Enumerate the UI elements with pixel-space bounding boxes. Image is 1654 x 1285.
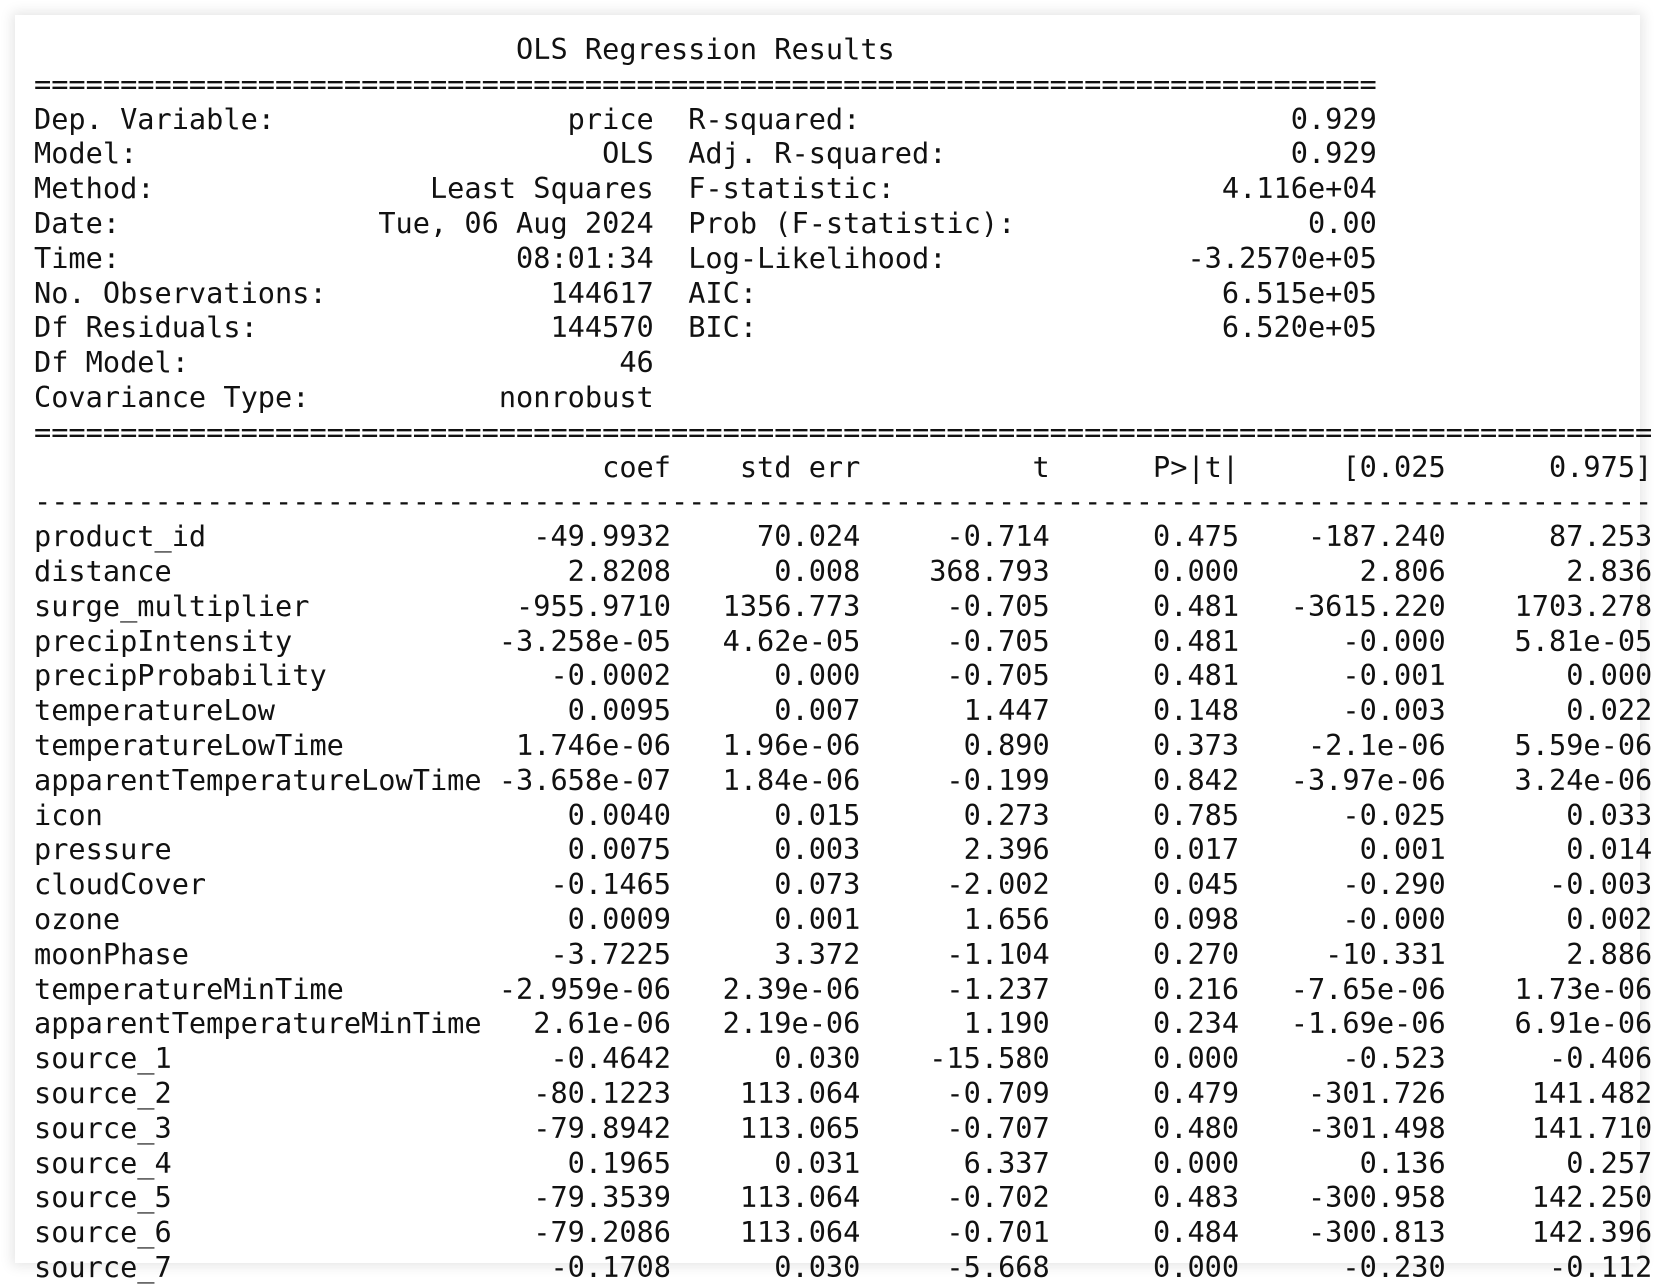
regression-report-page bbox=[15, 15, 1653, 1284]
table-cell: -0.003 bbox=[1445, 867, 1653, 902]
table-cell: -300.958 bbox=[1239, 1180, 1446, 1215]
summary-row bbox=[34, 206, 1652, 241]
table-cell: 0.136 bbox=[1239, 1145, 1446, 1180]
table-cell: -301.726 bbox=[1239, 1075, 1446, 1110]
table-cell: -1.69e-06 bbox=[1239, 1006, 1446, 1041]
table-cell: -80.1223 bbox=[498, 1075, 671, 1110]
table-cell: 1.656 bbox=[860, 901, 1050, 936]
variable-name: temperatureLow bbox=[34, 693, 499, 728]
table-cell: -79.8942 bbox=[498, 1110, 671, 1145]
table-row bbox=[34, 519, 1652, 554]
summary-right-value: 0.929 bbox=[1032, 136, 1377, 171]
table-cell: 0.481 bbox=[1049, 623, 1240, 658]
variable-name: moonPhase bbox=[34, 936, 499, 971]
table-cell: -5.668 bbox=[860, 1249, 1050, 1284]
variable-name: apparentTemperatureLowTime bbox=[34, 762, 499, 797]
table-cell: -2.959e-06 bbox=[498, 971, 671, 1006]
summary-right-label: F-statistic: bbox=[688, 171, 1033, 206]
table-cell: -15.580 bbox=[860, 1041, 1050, 1076]
table-cell: -0.003 bbox=[1239, 693, 1446, 728]
summary-left-label: Covariance Type: bbox=[34, 379, 379, 414]
table-cell: -0.523 bbox=[1239, 1041, 1446, 1076]
table-cell: -0.001 bbox=[1239, 658, 1446, 693]
table-row bbox=[34, 937, 1652, 972]
table-cell: 113.064 bbox=[670, 1075, 861, 1110]
table-cell: -0.406 bbox=[1445, 1041, 1653, 1076]
table-cell: 0.033 bbox=[1445, 797, 1653, 832]
table-cell: 2.61e-06 bbox=[498, 1006, 671, 1041]
table-cell: 3.24e-06 bbox=[1445, 762, 1653, 797]
table-cell: -49.9932 bbox=[498, 519, 671, 554]
table-cell: 1703.278 bbox=[1445, 588, 1653, 623]
summary-left-label: Dep. Variable: bbox=[34, 101, 379, 136]
table-cell: -300.813 bbox=[1239, 1215, 1446, 1250]
ols-regression-summary bbox=[34, 32, 1652, 1285]
table-cell: 141.482 bbox=[1445, 1075, 1653, 1110]
table-cell: -0.1708 bbox=[498, 1249, 671, 1284]
summary-left-label: Df Model: bbox=[34, 345, 379, 380]
table-row bbox=[34, 867, 1652, 902]
summary-right-label: Prob (F-statistic): bbox=[688, 205, 1033, 240]
table-cell: 0.001 bbox=[670, 901, 861, 936]
report-title-line bbox=[34, 32, 1652, 67]
table-cell: 6.337 bbox=[860, 1145, 1050, 1180]
table-cell: 0.373 bbox=[1049, 727, 1240, 762]
table-cell: -0.290 bbox=[1239, 867, 1446, 902]
table-cell: 0.216 bbox=[1049, 971, 1240, 1006]
table-row bbox=[34, 1076, 1652, 1111]
column-header: P>|t| bbox=[1049, 449, 1240, 484]
table-cell: -2.1e-06 bbox=[1239, 727, 1446, 762]
summary-right-value: 6.515e+05 bbox=[1032, 275, 1377, 310]
table-cell: 87.253 bbox=[1445, 519, 1653, 554]
table-cell: 6.91e-06 bbox=[1445, 1006, 1653, 1041]
variable-name: temperatureMinTime bbox=[34, 971, 499, 1006]
table-cell: -0.705 bbox=[860, 588, 1050, 623]
table-cell: 0.480 bbox=[1049, 1110, 1240, 1145]
column-header: [0.025 bbox=[1239, 449, 1446, 484]
table-cell: -0.000 bbox=[1239, 901, 1446, 936]
table-cell: 0.234 bbox=[1049, 1006, 1240, 1041]
summary-left-value: 144617 bbox=[378, 275, 654, 310]
summary-left-label: Model: bbox=[34, 136, 379, 171]
table-cell: -0.705 bbox=[860, 658, 1050, 693]
summary-left-value: Tue, 06 Aug 2024 bbox=[378, 205, 654, 240]
table-cell: -3.7225 bbox=[498, 936, 671, 971]
table-cell: 1.190 bbox=[860, 1006, 1050, 1041]
table-cell: 0.475 bbox=[1049, 519, 1240, 554]
table-cell: 142.396 bbox=[1445, 1215, 1653, 1250]
table-cell: 1.96e-06 bbox=[670, 727, 861, 762]
variable-name: source_5 bbox=[34, 1180, 499, 1215]
table-cell: -0.0002 bbox=[498, 658, 671, 693]
table-cell: 0.014 bbox=[1445, 832, 1653, 867]
table-cell: 4.62e-05 bbox=[670, 623, 861, 658]
table-row bbox=[34, 832, 1652, 867]
table-cell: 0.045 bbox=[1049, 867, 1240, 902]
table-row bbox=[34, 1041, 1652, 1076]
table-cell: 5.81e-05 bbox=[1445, 623, 1653, 658]
table-cell: 0.022 bbox=[1445, 693, 1653, 728]
table-row bbox=[34, 972, 1652, 1007]
table-cell: 0.000 bbox=[1049, 1145, 1240, 1180]
table-cell: 0.000 bbox=[1049, 1249, 1240, 1284]
table-cell: 0.030 bbox=[670, 1041, 861, 1076]
table-cell: 0.0095 bbox=[498, 693, 671, 728]
variable-name: apparentTemperatureMinTime bbox=[34, 1006, 499, 1041]
summary-right-value: 4.116e+04 bbox=[1032, 171, 1377, 206]
table-cell: 0.000 bbox=[1445, 658, 1653, 693]
variable-name: precipProbability bbox=[34, 658, 499, 693]
summary-row bbox=[34, 310, 1652, 345]
table-row bbox=[34, 1250, 1652, 1285]
summary-left-value: 46 bbox=[378, 345, 654, 380]
table-cell: 0.481 bbox=[1049, 588, 1240, 623]
table-cell: -0.025 bbox=[1239, 797, 1446, 832]
table-row bbox=[34, 1006, 1652, 1041]
table-cell: -1.237 bbox=[860, 971, 1050, 1006]
table-cell: -3.258e-05 bbox=[498, 623, 671, 658]
summary-row bbox=[34, 102, 1652, 137]
summary-left-label: Method: bbox=[34, 171, 379, 206]
table-cell: 1.73e-06 bbox=[1445, 971, 1653, 1006]
table-cell: -0.705 bbox=[860, 623, 1050, 658]
summary-left-label: Df Residuals: bbox=[34, 310, 379, 345]
table-cell: -0.230 bbox=[1239, 1249, 1446, 1284]
table-cell: 2.8208 bbox=[498, 553, 671, 588]
table-row bbox=[34, 763, 1652, 798]
summary-left-label: Date: bbox=[34, 205, 379, 240]
table-cell: 2.39e-06 bbox=[670, 971, 861, 1006]
table-row bbox=[34, 658, 1652, 693]
table-cell: -79.3539 bbox=[498, 1180, 671, 1215]
variable-name: product_id bbox=[34, 519, 499, 554]
summary-row bbox=[34, 136, 1652, 171]
table-cell: -0.701 bbox=[860, 1215, 1050, 1250]
summary-left-label: Time: bbox=[34, 240, 379, 275]
table-cell: 0.842 bbox=[1049, 762, 1240, 797]
table-cell: -0.000 bbox=[1239, 623, 1446, 658]
table-cell: -0.1465 bbox=[498, 867, 671, 902]
table-cell: 0.017 bbox=[1049, 832, 1240, 867]
table-cell: 0.0075 bbox=[498, 832, 671, 867]
variable-name: precipIntensity bbox=[34, 623, 499, 658]
table-row bbox=[34, 728, 1652, 763]
table-cell: 0.003 bbox=[670, 832, 861, 867]
table-row bbox=[34, 1111, 1652, 1146]
variable-name: surge_multiplier bbox=[34, 588, 499, 623]
table-cell: 0.031 bbox=[670, 1145, 861, 1180]
table-cell: 2.396 bbox=[860, 832, 1050, 867]
table-cell: 0.785 bbox=[1049, 797, 1240, 832]
table-cell: 113.064 bbox=[670, 1215, 861, 1250]
summary-right-label: BIC: bbox=[688, 310, 1033, 345]
table-cell: 5.59e-06 bbox=[1445, 727, 1653, 762]
table-row bbox=[34, 1146, 1652, 1181]
coef-table-header bbox=[34, 450, 1652, 485]
single-rule: ---------------------------------------------------------------------------------------------- bbox=[34, 484, 1653, 519]
table-cell: 0.0040 bbox=[498, 797, 671, 832]
summary-row bbox=[34, 276, 1652, 311]
table-row bbox=[34, 902, 1652, 937]
column-header: coef bbox=[498, 449, 671, 484]
table-cell: -0.4642 bbox=[498, 1041, 671, 1076]
table-cell: -0.199 bbox=[860, 762, 1050, 797]
table-row bbox=[34, 1180, 1652, 1215]
table-cell: -3615.220 bbox=[1239, 588, 1446, 623]
table-row bbox=[34, 693, 1652, 728]
table-cell: 0.007 bbox=[670, 693, 861, 728]
table-cell: -2.002 bbox=[860, 867, 1050, 902]
table-row bbox=[34, 554, 1652, 589]
table-cell: 0.002 bbox=[1445, 901, 1653, 936]
summary-left-value: OLS bbox=[378, 136, 654, 171]
table-cell: 113.064 bbox=[670, 1180, 861, 1215]
summary-row bbox=[34, 241, 1652, 276]
table-cell: 0.098 bbox=[1049, 901, 1240, 936]
column-header: std err bbox=[670, 449, 861, 484]
table-cell: 0.890 bbox=[860, 727, 1050, 762]
summary-right-value: 0.00 bbox=[1032, 205, 1377, 240]
table-cell: 142.250 bbox=[1445, 1180, 1653, 1215]
variable-name: cloudCover bbox=[34, 867, 499, 902]
double-rule: ============================================================================================== bbox=[34, 414, 1653, 449]
table-cell: 0.0009 bbox=[498, 901, 671, 936]
variable-name: temperatureLowTime bbox=[34, 727, 499, 762]
summary-row bbox=[34, 171, 1652, 206]
table-cell: 0.257 bbox=[1445, 1145, 1653, 1180]
table-cell: 1.84e-06 bbox=[670, 762, 861, 797]
double-rule: ============================================================================== bbox=[34, 66, 1377, 101]
summary-right-label: R-squared: bbox=[688, 101, 1033, 136]
table-row bbox=[34, 589, 1652, 624]
column-header: t bbox=[860, 449, 1050, 484]
table-cell: 0.000 bbox=[1049, 1041, 1240, 1076]
table-cell: 0.015 bbox=[670, 797, 861, 832]
summary-right-value: 0.929 bbox=[1032, 101, 1377, 136]
variable-name: icon bbox=[34, 797, 499, 832]
variable-name: source_6 bbox=[34, 1215, 499, 1250]
table-cell: 141.710 bbox=[1445, 1110, 1653, 1145]
table-cell: 0.001 bbox=[1239, 832, 1446, 867]
summary-row bbox=[34, 380, 1652, 415]
variable-name: source_7 bbox=[34, 1249, 499, 1284]
table-cell: 0.073 bbox=[670, 867, 861, 902]
table-cell: 0.148 bbox=[1049, 693, 1240, 728]
variable-name: distance bbox=[34, 553, 499, 588]
variable-name: source_3 bbox=[34, 1110, 499, 1145]
table-cell: 2.806 bbox=[1239, 553, 1446, 588]
table-row bbox=[34, 1215, 1652, 1250]
table-cell: 368.793 bbox=[860, 553, 1050, 588]
table-cell: 0.273 bbox=[860, 797, 1050, 832]
table-row bbox=[34, 624, 1652, 659]
table-cell: -3.97e-06 bbox=[1239, 762, 1446, 797]
table-cell: -301.498 bbox=[1239, 1110, 1446, 1145]
summary-right-label: Adj. R-squared: bbox=[688, 136, 1033, 171]
table-cell: 1.746e-06 bbox=[498, 727, 671, 762]
table-cell: 70.024 bbox=[670, 519, 861, 554]
table-cell: 0.008 bbox=[670, 553, 861, 588]
summary-left-label: No. Observations: bbox=[34, 275, 379, 310]
summary-left-value: 08:01:34 bbox=[378, 240, 654, 275]
table-cell: -0.707 bbox=[860, 1110, 1050, 1145]
table-cell: -1.104 bbox=[860, 936, 1050, 971]
table-cell: 1.447 bbox=[860, 693, 1050, 728]
summary-left-value: price bbox=[378, 101, 654, 136]
table-cell: -7.65e-06 bbox=[1239, 971, 1446, 1006]
table-cell: -187.240 bbox=[1239, 519, 1446, 554]
summary-left-value: Least Squares bbox=[378, 171, 654, 206]
table-cell: 0.1965 bbox=[498, 1145, 671, 1180]
header-single-rule bbox=[34, 484, 1652, 519]
summary-left-value: 144570 bbox=[378, 310, 654, 345]
top-double-rule bbox=[34, 67, 1652, 102]
table-cell: 0.483 bbox=[1049, 1180, 1240, 1215]
table-cell: -0.709 bbox=[860, 1075, 1050, 1110]
table-cell: 0.000 bbox=[670, 658, 861, 693]
table-cell: 0.481 bbox=[1049, 658, 1240, 693]
table-cell: -0.714 bbox=[860, 519, 1050, 554]
table-cell: -3.658e-07 bbox=[498, 762, 671, 797]
table-cell: -10.331 bbox=[1239, 936, 1446, 971]
variable-name: source_2 bbox=[34, 1075, 499, 1110]
mid-double-rule bbox=[34, 415, 1652, 450]
table-cell: 0.030 bbox=[670, 1249, 861, 1284]
summary-left-value: nonrobust bbox=[378, 379, 654, 414]
table-cell: 2.886 bbox=[1445, 936, 1653, 971]
report-title: OLS Regression Results bbox=[516, 32, 895, 66]
summary-right-label: AIC: bbox=[688, 275, 1033, 310]
table-cell: -0.112 bbox=[1445, 1249, 1653, 1284]
variable-name: source_1 bbox=[34, 1041, 499, 1076]
table-cell: 113.065 bbox=[670, 1110, 861, 1145]
table-cell: 2.836 bbox=[1445, 553, 1653, 588]
table-cell: 1356.773 bbox=[670, 588, 861, 623]
table-cell: 0.000 bbox=[1049, 553, 1240, 588]
table-cell: 0.479 bbox=[1049, 1075, 1240, 1110]
summary-right-value: 6.520e+05 bbox=[1032, 310, 1377, 345]
table-cell: 0.484 bbox=[1049, 1215, 1240, 1250]
variable-name: ozone bbox=[34, 901, 499, 936]
table-cell: -79.2086 bbox=[498, 1215, 671, 1250]
table-cell: 3.372 bbox=[670, 936, 861, 971]
table-cell: -0.702 bbox=[860, 1180, 1050, 1215]
column-header: 0.975] bbox=[1445, 449, 1653, 484]
variable-name: pressure bbox=[34, 832, 499, 867]
table-cell: 2.19e-06 bbox=[670, 1006, 861, 1041]
variable-name: source_4 bbox=[34, 1145, 499, 1180]
summary-right-value: -3.2570e+05 bbox=[1032, 240, 1377, 275]
summary-row bbox=[34, 345, 1652, 380]
summary-right-label: Log-Likelihood: bbox=[688, 240, 1033, 275]
table-row bbox=[34, 798, 1652, 833]
table-cell: -955.9710 bbox=[498, 588, 671, 623]
table-cell: 0.270 bbox=[1049, 936, 1240, 971]
